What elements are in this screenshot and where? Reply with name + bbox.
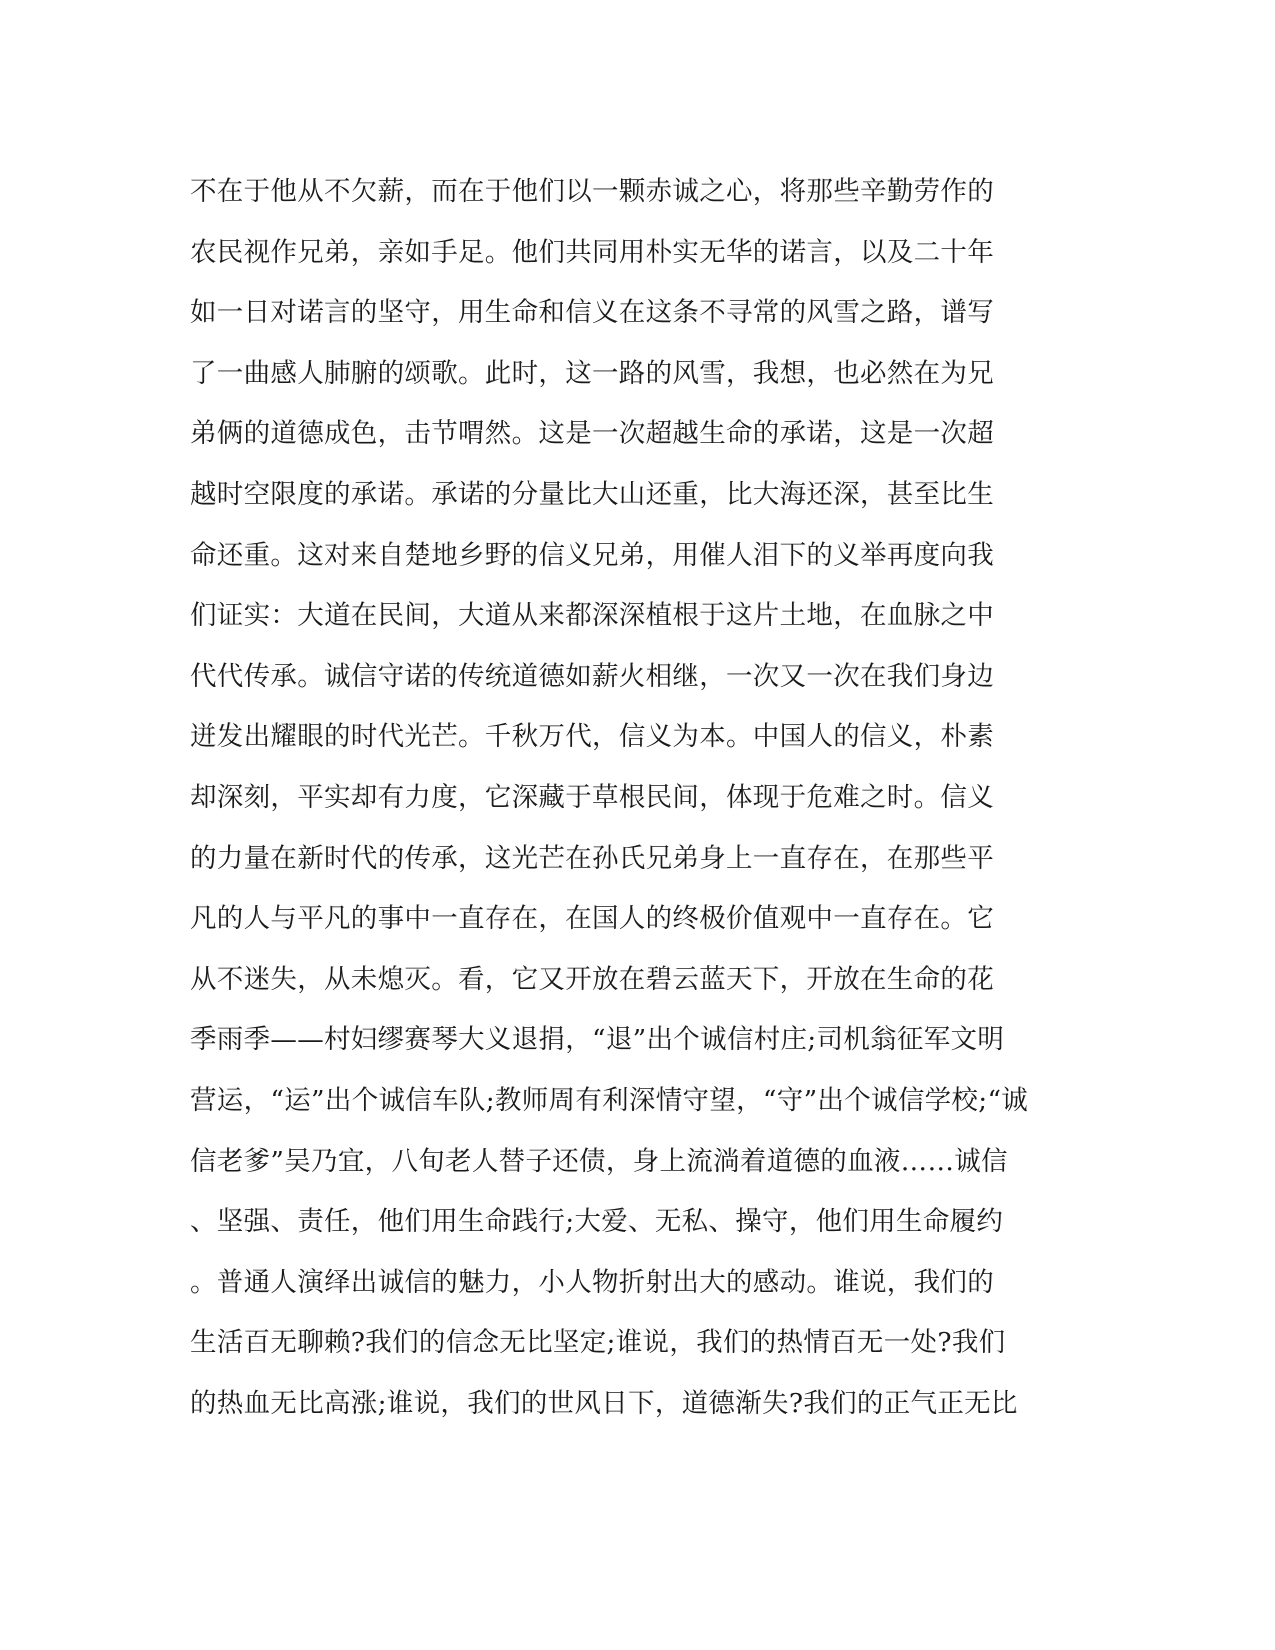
text-line: 农民视作兄弟，亲如手足。他们共同用朴实无华的诺言，以及二十年	[190, 236, 994, 268]
text-line: 的力量在新时代的传承，这光芒在孙氏兄弟身上一直存在，在那些平	[190, 842, 994, 874]
text-line: 不在于他从不欠薪，而在于他们以一颗赤诚之心，将那些辛勤劳作的	[190, 176, 994, 207]
text-line: 。普通人演绎出诚信的魅力，小人物折射出大的感动。谁说，我们的	[190, 1266, 994, 1298]
text-line: 代代传承。诚信守诺的传统道德如薪火相继，一次又一次在我们身边	[190, 660, 994, 692]
text-line: 越时空限度的承诺。承诺的分量比大山还重，比大海还深，甚至比生	[190, 478, 994, 510]
text-line: 营运，“运”出个诚信车队;教师周有利深情守望，“守”出个诚信学校;“诚	[190, 1084, 1029, 1116]
text-line: 了一曲感人肺腑的颂歌。此时，这一路的风雪，我想，也必然在为兄	[190, 357, 994, 389]
text-line: 们证实：大道在民间，大道从来都深深植根于这片土地，在血脉之中	[190, 600, 994, 632]
text-line: 如一日对诺言的坚守，用生命和信义在这条不寻常的风雪之路，谱写	[190, 297, 994, 329]
text-line: 的热血无比高涨;谁说，我们的世风日下，道德渐失?我们的正气正无比	[190, 1387, 1018, 1419]
text-line: 、坚强、责任，他们用生命践行;大爱、无私、操守，他们用生命履约	[190, 1206, 1004, 1238]
text-line: 却深刻，平实却有力度，它深藏于草根民间，体现于危难之时。信义	[190, 781, 994, 813]
text-line: 生活百无聊赖?我们的信念无比坚定;谁说，我们的热情百无一处?我们	[190, 1327, 1006, 1359]
text-line: 弟俩的道德成色，击节喟然。这是一次超越生命的承诺，这是一次超	[190, 418, 994, 450]
text-line: 从不迷失，从未熄灭。看，它又开放在碧云蓝天下，开放在生命的花	[190, 963, 994, 995]
body-text	[190, 162, 1090, 1434]
text-line: 凡的人与平凡的事中一直存在，在国人的终极价值观中一直存在。它	[190, 903, 994, 935]
text-line: 迸发出耀眼的时代光芒。千秋万代，信义为本。中国人的信义，朴素	[190, 721, 994, 753]
text-line: 信老爹”吴乃宜，八旬老人替子还债，身上流淌着道德的血液……诚信	[190, 1145, 1008, 1177]
text-line: 命还重。这对来自楚地乡野的信义兄弟，用催人泪下的义举再度向我	[190, 539, 994, 571]
text-line: 季雨季——村妇缪赛琴大义退捐，“退”出个诚信村庄;司机翁征军文明	[190, 1024, 1005, 1056]
